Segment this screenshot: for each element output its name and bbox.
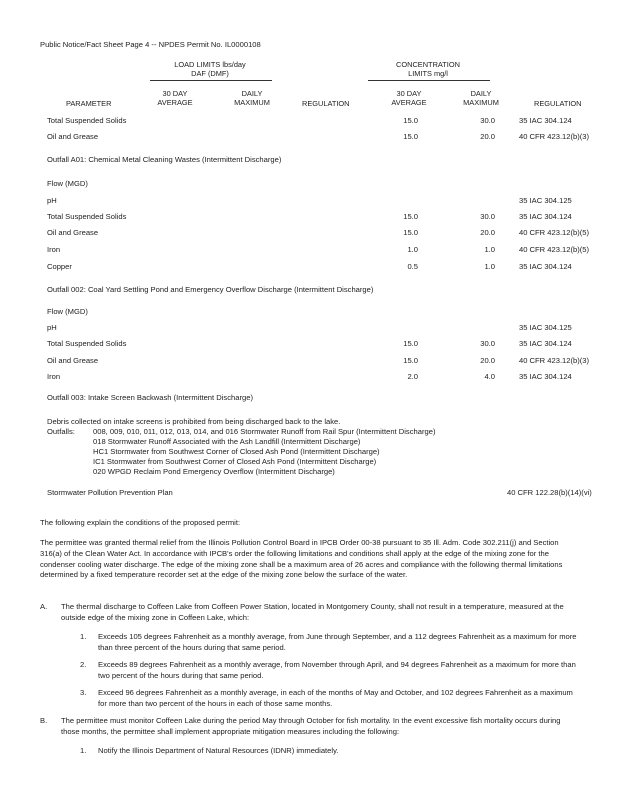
regulation-ref: 35 IAC 304.125 (519, 323, 572, 332)
value-30day: 2.0 (407, 372, 418, 381)
value-30day: 15.0 (403, 116, 418, 125)
col-load-regulation: REGULATION (302, 99, 350, 108)
subitem-3-text: Exceed 96 degrees Fahrenheit as a monthly average, in each of the months of May and October, and 102 degrees Fahrenheit as a maximum for more than two percent of the hours in each of those same months. (98, 688, 573, 708)
value-daily: 30.0 (480, 116, 495, 125)
value-30day: 15.0 (403, 356, 418, 365)
param-name: Flow (MGD) (47, 179, 88, 188)
debris-note: Debris collected on intake screens is prohibited from being discharged back to the lake. (47, 417, 341, 426)
param-name: Total Suspended Solids (47, 212, 127, 221)
swppp-label: Stormwater Pollution Prevention Plan (47, 488, 173, 497)
item-b-label: B. (40, 716, 48, 725)
outfall-003-heading: Outfall 003: Intake Screen Backwash (Intermittent Discharge) (47, 393, 253, 402)
value-daily: 30.0 (480, 339, 495, 348)
item-b-text: The permittee must monitor Coffeen Lake during the period May through October for fish mortality. In the event excessive fish mortality occurs during those months, the permittee shall implement appropriate mitigation measures including the following: (61, 716, 561, 736)
regulation-ref: 35 IAC 304.124 (519, 372, 572, 381)
value-30day: 15.0 (403, 228, 418, 237)
regulation-ref: 35 IAC 304.124 (519, 116, 572, 125)
concentration-heading: CONCENTRATION LIMITS mg/l (396, 60, 460, 78)
param-name: Oil and Grease (47, 132, 99, 141)
load-limits-heading: LOAD LIMITS lbs/day DAF (DMF) (174, 60, 246, 78)
regulation-ref: 40 CFR 423.12(b)(3) (519, 132, 590, 141)
param-name: Total Suspended Solids (47, 339, 127, 348)
param-name: Iron (47, 372, 61, 381)
param-name: Oil and Grease (47, 228, 99, 237)
value-daily: 1.0 (484, 262, 495, 271)
outfall-a01-heading: Outfall A01: Chemical Metal Cleaning Wastes (Intermittent Discharge) (47, 155, 282, 164)
swppp-regulation: 40 CFR 122.28(b)(14)(vi) (507, 488, 592, 497)
list-item: IC1 Stormwater from Southwest Corner of Closed Ash Pond (Intermittent Discharge) (93, 457, 377, 466)
regulation-ref: 35 IAC 304.124 (519, 262, 572, 271)
concentration-underline (368, 80, 490, 81)
col-conc-regulation: REGULATION (534, 99, 582, 108)
value-30day: 15.0 (403, 132, 418, 141)
value-30day: 15.0 (403, 212, 418, 221)
regulation-ref: 40 CFR 423.12(b)(5) (519, 245, 590, 254)
col-load-daily: DAILY MAXIMUM (234, 89, 270, 107)
param-name: Copper (47, 262, 72, 271)
param-name: Oil and Grease (47, 356, 99, 365)
outfall-list (93, 427, 435, 477)
param-name: Total Suspended Solids (47, 116, 127, 125)
value-30day: 15.0 (403, 339, 418, 348)
value-daily: 4.0 (484, 372, 495, 381)
regulation-ref: 35 IAC 304.125 (519, 196, 572, 205)
col-load-30day: 30 DAY AVERAGE (157, 89, 193, 107)
col-parameter: PARAMETER (66, 99, 112, 108)
load-limits-underline (150, 80, 272, 81)
item-b1-text: Notify the Illinois Department of Natural Resources (IDNR) immediately. (98, 746, 339, 755)
value-daily: 20.0 (480, 356, 495, 365)
regulation-ref: 35 IAC 304.124 (519, 339, 572, 348)
subitem-3-number: 3. (80, 688, 87, 697)
col-conc-daily: DAILY MAXIMUM (463, 89, 499, 107)
value-daily: 1.0 (484, 245, 495, 254)
regulation-ref: 35 IAC 304.124 (519, 212, 572, 221)
outfalls-label: Outfalls: (47, 427, 75, 436)
value-daily: 20.0 (480, 228, 495, 237)
col-conc-30day: 30 DAY AVERAGE (391, 89, 427, 107)
value-daily: 20.0 (480, 132, 495, 141)
regulation-ref: 40 CFR 423.12(b)(3) (519, 356, 590, 365)
value-daily: 30.0 (480, 212, 495, 221)
value-30day: 0.5 (407, 262, 418, 271)
value-30day: 1.0 (407, 245, 418, 254)
param-name: pH (47, 196, 57, 205)
subitem-1-number: 1. (80, 632, 87, 641)
regulation-ref: 40 CFR 423.12(b)(5) (519, 228, 590, 237)
param-name: pH (47, 323, 57, 332)
list-item: HC1 Stormwater from Southwest Corner of Closed Ash Pond (Intermittent Discharge) (93, 447, 380, 456)
param-name: Flow (MGD) (47, 307, 88, 316)
conditions-intro: The following explain the conditions of the proposed permit: (40, 518, 241, 527)
list-item: 018 Stormwater Runoff Associated with the Ash Landfill (Intermittent Discharge) (93, 437, 361, 446)
subitem-2-text: Exceeds 89 degrees Fahrenheit as a monthly average, from November through April, and 94 degrees Fahrenheit as a maximum for more than two percent of the hours during that same period. (98, 660, 576, 680)
page-header: Public Notice/Fact Sheet Page 4 -- NPDES Permit No. IL0000108 (40, 40, 261, 49)
thermal-relief-paragraph: The permittee was granted thermal relief from the Illinois Pollution Control Board in IPCB Order 00-38 pursuant to 35 Ill. Adm. Code 302.211(j) and Section 316(a) of the Clean Water Act. In accordance with IPCB's order the following limitations and conditions shall apply at the edge of the mixing zone for the condenser cooling water discharge. The edge of the mixing zone shall be a maximum area of 26 acres and compliance with the following thermal limitations determined by a fixed temperature recorder set at the edge of the mixing zone below the surface of the water. (40, 538, 563, 580)
outfall-002-heading: Outfall 002: Coal Yard Settling Pond and Emergency Overflow Discharge (Intermittent Discharge) (47, 285, 374, 294)
subitem-2-number: 2. (80, 660, 87, 669)
list-item: 008, 009, 010, 011, 012, 013, 014, and 016 Stormwater Runoff from Rail Spur (Intermittent Discharge) (93, 427, 436, 436)
item-b1-number: 1. (80, 746, 87, 755)
item-a-text: The thermal discharge to Coffeen Lake from Coffeen Power Station, located in Montgomery County, shall not result in a temperature, measured at the outside edge of the mixing zone in Coffeen Lake, which: (61, 602, 564, 622)
list-item: 020 WPGD Reclaim Pond Emergency Overflow (Intermittent Discharge) (93, 467, 335, 476)
param-name: Iron (47, 245, 61, 254)
subitem-1-text: Exceeds 105 degrees Fahrenheit as a monthly average, from June through September, and a 112 degrees Fahrenheit as a maximum for more than three percent of the hours during that same period. (98, 632, 577, 652)
item-a-label: A. (40, 602, 48, 611)
